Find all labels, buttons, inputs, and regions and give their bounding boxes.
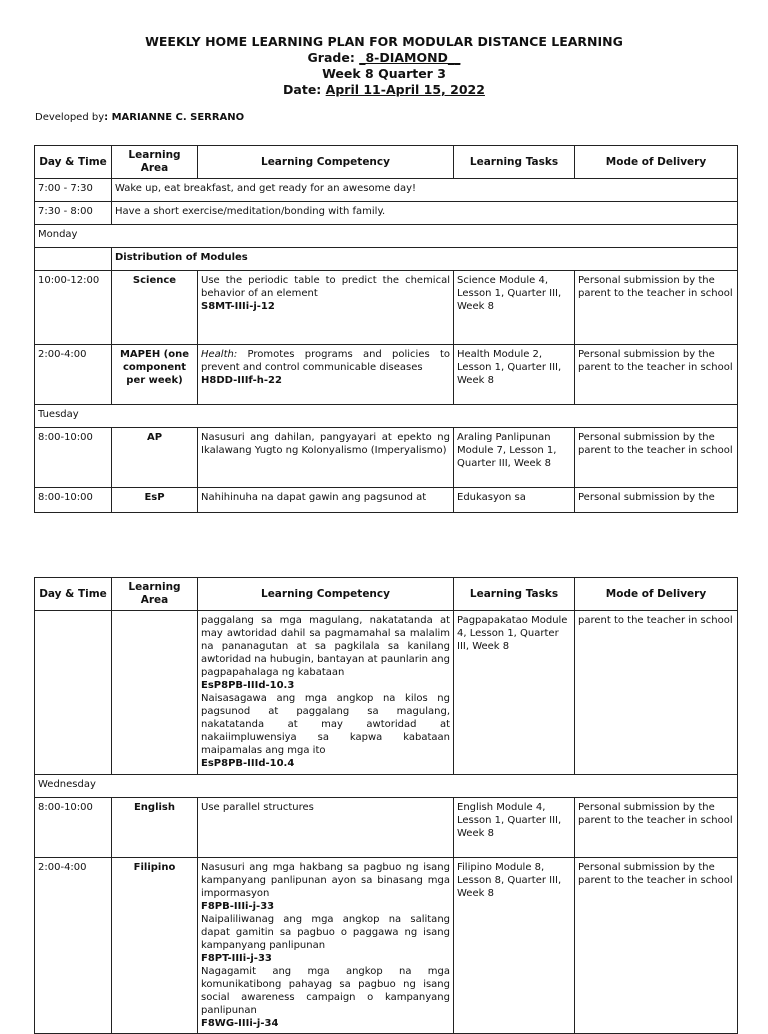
- date-value: April 11-April 15, 2022: [325, 82, 485, 97]
- mode-cell: parent to the teacher in school: [575, 611, 738, 775]
- learning-area-cell: Filipino: [112, 858, 198, 1034]
- competency-code: F8WG-IIIi-j-34: [201, 1018, 279, 1029]
- table-row: [35, 798, 738, 858]
- day-label-wednesday: Wednesday: [35, 775, 738, 798]
- table-row: [35, 271, 738, 345]
- day-row: [35, 405, 738, 428]
- plan-table-page2: [34, 577, 738, 1034]
- competency-cell: Use parallel structures: [198, 798, 454, 858]
- table-row: [35, 202, 738, 225]
- time-cell: 2:00-4:00: [35, 858, 112, 1034]
- mode-cell: Personal submission by the parent to the teacher in school: [575, 798, 738, 858]
- learning-area-cell: EsP: [112, 488, 198, 513]
- header-mode-of-delivery: Mode of Delivery: [575, 578, 738, 611]
- competency-cell: paggalang sa mga magulang, nakatatanda at may awtoridad dahil sa pagmamahal sa malalim na pananagutan at sa pagkilala sa kanilang awtoridad na hubugin, bantayan at paunlarin ang pagpapahalaga ng kabataan EsP8PB-IIId-10.3 Naisasagawa ang mga angkop na kilos ng pagsunod at paggalang sa magulang, nakatatanda at may awtoridad at nakaiimpluwensiya sa kapwa kabataan maipamalas ang mga ito EsP8PB-IIId-10.4: [198, 611, 454, 775]
- header-learning-competency: Learning Competency: [198, 146, 454, 179]
- header-learning-area: Learning Area: [112, 146, 198, 179]
- table-row: [35, 428, 738, 488]
- mode-cell: Personal submission by the: [575, 488, 738, 513]
- time-cell: 7:30 - 8:00: [35, 202, 112, 225]
- learning-area-cell: MAPEH (one component per week): [112, 345, 198, 405]
- header-mode-of-delivery: Mode of Delivery: [575, 146, 738, 179]
- activity-cell: Have a short exercise/meditation/bonding with family.: [112, 202, 738, 225]
- mode-cell: Personal submission by the parent to the teacher in school: [575, 428, 738, 488]
- time-cell: 2:00-4:00: [35, 345, 112, 405]
- tasks-cell: Edukasyon sa: [454, 488, 575, 513]
- table-header-row: [35, 146, 738, 179]
- time-cell: 8:00-10:00: [35, 428, 112, 488]
- header-day-time: Day & Time: [35, 146, 112, 179]
- table-row: [35, 345, 738, 405]
- competency-cell: Nahihinuha na dapat gawin ang pagsunod at: [198, 488, 454, 513]
- table-header-row: [35, 578, 738, 611]
- competency-cell: Health: Promotes programs and policies to prevent and control communicable diseases H8DD-IIIf-h-22: [198, 345, 454, 405]
- tasks-cell: Pagpapakatao Module 4, Lesson 1, Quarter III, Week 8: [454, 611, 575, 775]
- competency-code: EsP8PB-IIId-10.4: [201, 758, 295, 769]
- day-label-tuesday: Tuesday: [35, 405, 738, 428]
- header-learning-area: Learning Area: [112, 578, 198, 611]
- time-cell: 8:00-10:00: [35, 798, 112, 858]
- tasks-cell: Science Module 4, Lesson 1, Quarter III, Week 8: [454, 271, 575, 345]
- competency-cell: Use the periodic table to predict the chemical behavior of an element S8MT-IIIi-j-12: [198, 271, 454, 345]
- learning-area-cell: AP: [112, 428, 198, 488]
- day-row: [35, 775, 738, 798]
- header-day-time: Day & Time: [35, 578, 112, 611]
- table-row: [35, 858, 738, 1034]
- header-learning-tasks: Learning Tasks: [454, 146, 575, 179]
- grade-line: Grade: _8-DIAMOND__: [307, 50, 461, 65]
- tasks-cell: Health Module 2, Lesson 1, Quarter III, Week 8: [454, 345, 575, 405]
- day-label-monday: Monday: [35, 225, 738, 248]
- mode-cell: Personal submission by the parent to the teacher in school: [575, 345, 738, 405]
- time-cell: 7:00 - 7:30: [35, 179, 112, 202]
- tasks-cell: English Module 4, Lesson 1, Quarter III, Week 8: [454, 798, 575, 858]
- tasks-cell: Araling Panlipunan Module 7, Lesson 1, Quarter III, Week 8: [454, 428, 575, 488]
- developer-name: : MARIANNE C. SERRANO: [104, 112, 245, 123]
- distribution-label: Distribution of Modules: [112, 248, 738, 271]
- mode-cell: Personal submission by the parent to the teacher in school: [575, 858, 738, 1034]
- competency-cell: Nasusuri ang mga hakbang sa pagbuo ng isang kampanyang panlipunan ayon sa binasang mga impormasyon F8PB-IIIi-j-33 Naipaliliwanag ang mga angkop na salitang dapat gamitin sa pagbuo o paggawa ng isang kampanyang panlipunan F8PT-IIIi-j-33 Nagagamit ang mga angkop na mga komunikatibong pahayag sa pagbuo ng isang social awareness campaign o kampanyang panlipunan F8WG-IIIi-j-34: [198, 858, 454, 1034]
- mode-cell: Personal submission by the parent to the teacher in school: [575, 271, 738, 345]
- table-row: [35, 488, 738, 513]
- competency-code: F8PT-IIIi-j-33: [201, 953, 272, 964]
- day-row: [35, 225, 738, 248]
- competency-code: S8MT-IIIi-j-12: [201, 301, 275, 312]
- competency-code: EsP8PB-IIId-10.3: [201, 680, 295, 691]
- tasks-cell: Filipino Module 8, Lesson 8, Quarter III, Week 8: [454, 858, 575, 1034]
- competency-cell: Nasusuri ang dahilan, pangyayari at epekto ng Ikalawang Yugto ng Kolonyalismo (Imperyalismo): [198, 428, 454, 488]
- table-row: [35, 611, 738, 775]
- time-cell: 10:00-12:00: [35, 271, 112, 345]
- table-row: [35, 179, 738, 202]
- competency-code: H8DD-IIIf-h-22: [201, 375, 282, 386]
- learning-area-cell: Science: [112, 271, 198, 345]
- header-learning-tasks: Learning Tasks: [454, 578, 575, 611]
- plan-title: WEEKLY HOME LEARNING PLAN FOR MODULAR DISTANCE LEARNING: [145, 34, 623, 49]
- grade-value: _8-DIAMOND__: [359, 50, 461, 65]
- week-line: Week 8 Quarter 3: [322, 66, 446, 81]
- header-learning-competency: Learning Competency: [198, 578, 454, 611]
- date-line: Date: April 11-April 15, 2022: [283, 82, 485, 97]
- competency-code: F8PB-IIIi-j-33: [201, 901, 275, 912]
- developed-by: Developed by: MARIANNE C. SERRANO: [35, 112, 245, 123]
- table-row: [35, 248, 738, 271]
- activity-cell: Wake up, eat breakfast, and get ready for an awesome day!: [112, 179, 738, 202]
- plan-table-page1: [34, 145, 738, 513]
- time-cell: 8:00-10:00: [35, 488, 112, 513]
- learning-area-cell: English: [112, 798, 198, 858]
